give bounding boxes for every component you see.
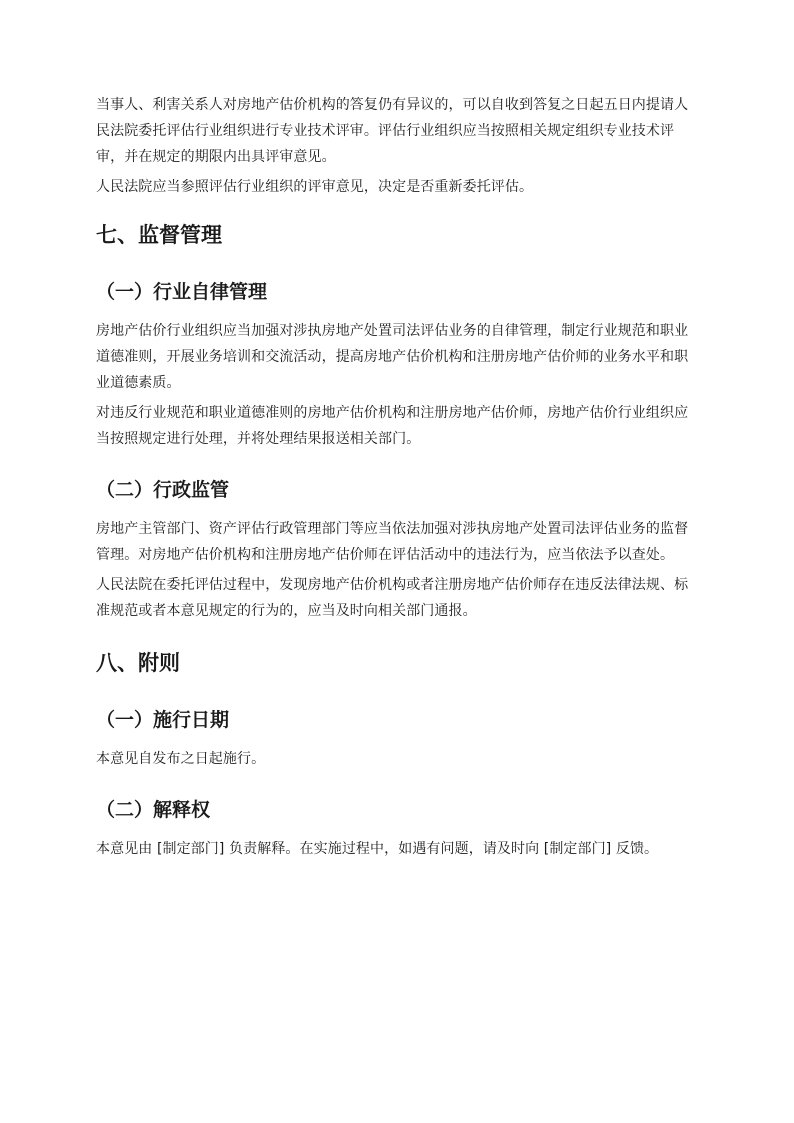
section-8-2-paragraph-1: 本意见由 [制定部门] 负责解释。在实施过程中，如遇有问题，请及时向 [制定部门] 反馈。	[96, 841, 659, 857]
section-7-2-heading: （二）行政监管	[96, 479, 230, 501]
section-7-2-paragraph-2: 人民法院在委托评估过程中，发现房地产估价机构或者注册房地产估价师存在违反法律法规、标准规范或者本意见规定的行为的，应当及时向相关部门通报。	[96, 577, 689, 619]
section-8-1-heading: （一）施行日期	[96, 709, 230, 731]
section-7-1-heading: （一）行业自律管理	[96, 281, 268, 303]
section-7-2-paragraph-1: 房地产主管部门、资产评估行政管理部门等应当依法加强对涉执房地产处置司法评估业务的监督管理。对房地产估价机构和注册房地产估价师在评估活动中的违法行为，应当依法予以查处。	[96, 521, 689, 563]
intro-paragraph-2: 人民法院应当参照评估行业组织的评审意见，决定是否重新委托评估。	[96, 179, 534, 195]
section-7-1-paragraph-2: 对违反行业规范和职业道德准则的房地产估价机构和注册房地产估价师，房地产估价行业组织应当按照规定进行处理，并将处理结果报送相关部门。	[96, 405, 689, 447]
section-7-1-paragraph-1: 房地产估价行业组织应当加强对涉执房地产处置司法评估业务的自律管理，制定行业规范和职业道德准则，开展业务培训和交流活动，提高房地产估价机构和注册房地产估价师的业务水平和职业道德素质。	[96, 323, 689, 391]
section-8-heading: 八、附则	[96, 651, 180, 675]
intro-paragraph-1: 当事人、利害关系人对房地产估价机构的答复仍有异议的，可以自收到答复之日起五日内提请人民法院委托评估行业组织进行专业技术评审。评估行业组织应当按照相关规定组织专业技术评审，并在规定的期限内出具评审意见。	[96, 97, 689, 165]
section-7-heading: 七、监督管理	[96, 223, 222, 247]
section-8-2-heading: （二）解释权	[96, 799, 211, 821]
section-8-1-paragraph-1: 本意见自发布之日起施行。	[96, 751, 266, 767]
document-page	[96, 92, 700, 862]
